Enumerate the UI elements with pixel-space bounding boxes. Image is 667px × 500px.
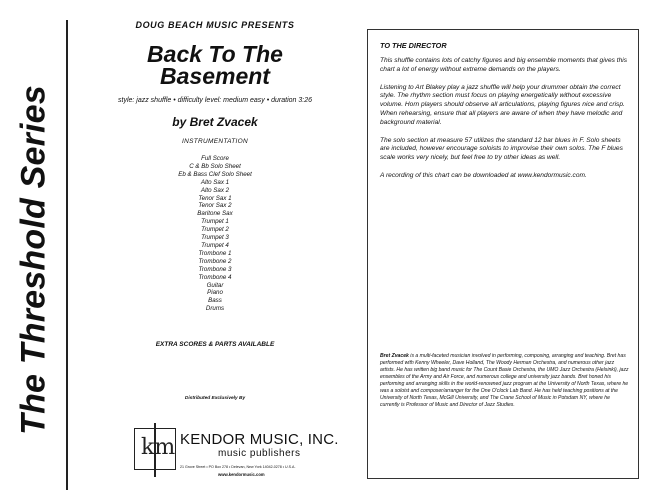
instrumentation-heading: INSTRUMENTATION <box>181 138 248 145</box>
instrument-item: Trumpet 3 <box>201 234 229 242</box>
instrument-item: Trombone 4 <box>198 273 232 281</box>
instrument-item: Drums <box>205 305 225 313</box>
director-paragraph: A recording of this chart can be downloaded at www.kendormusic.com. <box>380 171 587 179</box>
instrument-item: Tenor Sax 2 <box>198 202 232 210</box>
director-panel <box>367 29 639 479</box>
composer: by Bret Zvacek <box>172 115 258 129</box>
title-line-1: Back To The <box>147 41 283 67</box>
instrument-item: Eb & Bass Clef Solo Sheet <box>178 170 252 178</box>
cover-page <box>70 0 360 500</box>
instrument-item: Guitar <box>206 281 224 289</box>
extra-scores-note: EXTRA SCORES & PARTS AVAILABLE <box>155 341 275 348</box>
director-notes <box>380 57 630 190</box>
instrument-item: Tenor Sax 1 <box>198 194 232 202</box>
instrument-item: Trombone 3 <box>198 265 232 273</box>
presenter-line: DOUG BEACH MUSIC PRESENTS <box>135 20 295 30</box>
publisher-subtitle: music publishers <box>218 448 301 459</box>
instrument-item: Full Score <box>201 155 229 162</box>
instrument-item: Alto Sax 2 <box>200 186 230 194</box>
publisher-logo <box>134 428 339 480</box>
bio-text: is a multi-faceted musician involved in performing, composing, arranging and teaching. Bret has performed with Kenny Wheeler, Dave Holland, The Woody Herman Orchestra, and numerous other jazz artists. He has written big band music for The Count Basie Orchestra, the UMO Jazz Orchestra (Helsinki), jazz ensembles of the Army and Air Force, and numerous college and university jazz bands. Bret honed his performing and arranging skills in the world-renowned jazz program at the University of North Texas, where he was a soloist and composer/arranger for the One O'clock Lab Band. He has held teaching positions at the University of North Texas, McGill University, and The Crane School of Music in Potsdam NY, where he currently is Professor of Music and Director of Jazz Studies. <box>380 353 629 408</box>
publisher-website: www.kendormusic.com <box>218 472 265 477</box>
title-line-2: Basement <box>160 63 270 89</box>
instrument-list <box>70 155 360 313</box>
instrument-item: Baritone Sax <box>197 210 233 218</box>
director-heading: TO THE DIRECTOR <box>380 41 447 50</box>
km-logo-icon <box>134 428 176 470</box>
director-paragraph: The solo section at measure 57 utilizes the standard 12 bar blues in F. Solo sheets are included, however encourage soloists to improvise their own solos. The F blues scale works very nicely, but feel free to try other ideas as well. <box>380 136 623 162</box>
publisher-name: KENDOR MUSIC, INC. <box>180 431 339 448</box>
instrument-item: Alto Sax 1 <box>200 178 230 186</box>
series-sidebar <box>0 0 68 500</box>
instrument-item: Trumpet 4 <box>201 241 229 249</box>
sidebar-divider <box>66 20 68 490</box>
bio-name: Bret Zvacek <box>380 353 409 359</box>
series-title: The Threshold Series <box>14 85 53 435</box>
composer-bio <box>380 353 630 409</box>
instrument-item: Trumpet 2 <box>201 226 229 234</box>
director-paragraph: Listening to Art Blakey play a jazz shuffle will help your drummer obtain the correct style. The rhythm section must focus on playing energetically without excessive volume. Horn players should observe all articulations, playing figures nice and crisp. When rehearsing, ensure that all players are aware of when they have melodic and background material. <box>380 83 625 126</box>
instrument-item: Trombone 2 <box>198 257 232 265</box>
instrument-item: Trumpet 1 <box>201 218 229 226</box>
instrument-item: Piano <box>207 289 223 297</box>
logo-monogram: km <box>141 435 176 460</box>
director-paragraph: This shuffle contains lots of catchy figures and big ensemble moments that gives this chart a lot of energy without extreme demands on the players. <box>380 57 628 73</box>
distributed-by: Distributed Exclusively By <box>184 396 246 401</box>
chart-title <box>70 43 360 87</box>
instrument-item: C & Bb Solo Sheet <box>189 162 241 170</box>
instrument-item: Bass <box>208 297 222 305</box>
instrument-item: Trombone 1 <box>198 249 232 257</box>
publisher-address: 21 Grove Street • PO Box 278 • Delevan, New York 14042-0278 • U.S.A. <box>180 465 296 469</box>
style-info: style: jazz shuffle • difficulty level: medium easy • duration 3:26 <box>118 97 312 104</box>
